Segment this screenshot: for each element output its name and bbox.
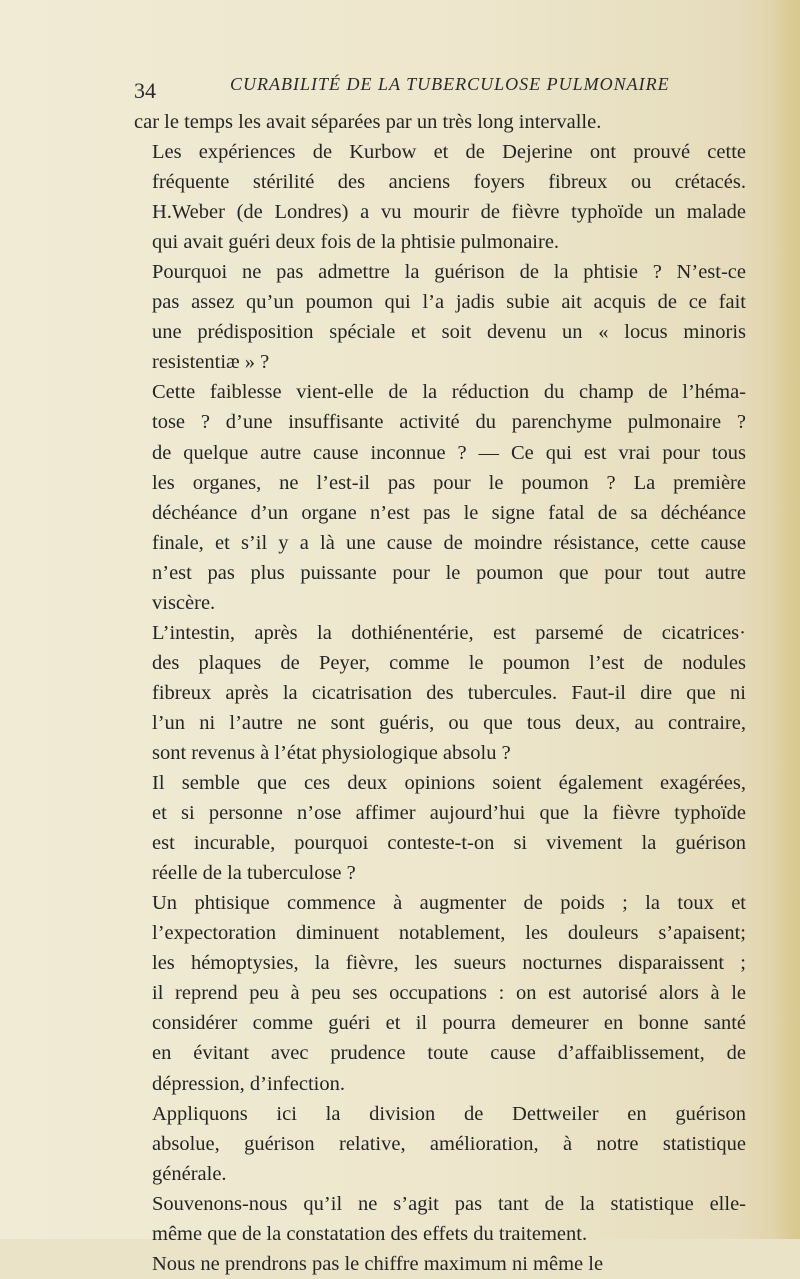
page-header xyxy=(134,74,744,104)
text-line: Appliquons ici la division de Dettweiler en guérison xyxy=(152,1102,746,1125)
text-line: Les expériences de Kurbow et de Dejerine ont prouvé cette xyxy=(152,141,746,164)
text-line: considérer comme guéri et il pourra demeurer en bonne santé xyxy=(152,1012,746,1035)
text-line: sont revenus à l’état physiologique absolu ? xyxy=(152,741,511,764)
running-title: CURABILITÉ DE LA TUBERCULOSE PULMONAIRE xyxy=(230,74,670,94)
text-line: absolue, guérison relative, amélioration, à notre statistique xyxy=(152,1132,746,1155)
paragraph xyxy=(134,107,746,137)
paragraph xyxy=(134,768,746,888)
text-line: les hémoptysies, la fièvre, les sueurs nocturnes disparaissent ; xyxy=(152,952,746,975)
text-line: de quelque autre cause inconnue ? — Ce qui est vrai pour tous xyxy=(152,441,746,464)
text-line: Un phtisique commence à augmenter de poids ; la toux et xyxy=(152,892,746,915)
paragraph xyxy=(134,618,746,768)
text-line: resistentiæ » ? xyxy=(152,351,270,374)
text-line: même que de la constatation des effets du traitement. xyxy=(152,1222,588,1245)
text-line: et si personne n’ose affimer aujourd’hui que la fièvre typhoïde xyxy=(152,802,746,825)
paragraph xyxy=(134,1189,746,1249)
body-text xyxy=(134,107,746,1279)
text-line: une prédisposition spéciale et soit devenu un « locus minoris xyxy=(152,321,746,344)
text-line: tose ? d’une insuffisante activité du parenchyme pulmonaire ? xyxy=(152,411,746,434)
text-line: Cette faiblesse vient-elle de la réduction du champ de l’héma- xyxy=(152,381,746,404)
paragraph xyxy=(134,1099,746,1189)
text-line: pas assez qu’un poumon qui l’a jadis subie ait acquis de ce fait xyxy=(152,291,746,314)
text-line: H.Weber (de Londres) a vu mourir de fièvre typhoïde un malade xyxy=(152,201,746,224)
text-line: fréquente stérilité des anciens foyers fibreux ou crétacés. xyxy=(152,171,746,194)
text-line: viscère. xyxy=(152,591,216,614)
text-line: déchéance d’un organe n’est pas le signe fatal de sa déchéance xyxy=(152,501,746,524)
page-edge-shading xyxy=(774,0,800,1239)
text-line: les organes, ne l’est-il pas pour le poumon ? La première xyxy=(152,471,746,494)
text-line: car le temps les avait séparées par un très long intervalle. xyxy=(134,111,602,133)
text-line: réelle de la tuberculose ? xyxy=(152,862,356,885)
text-line: Pourquoi ne pas admettre la guérison de la phtisie ? N’est-ce xyxy=(152,261,746,284)
paragraph xyxy=(134,888,746,1098)
paragraph xyxy=(134,137,746,257)
text-line: qui avait guéri deux fois de la phtisie pulmonaire. xyxy=(152,231,560,254)
text-line: Il semble que ces deux opinions soient également exagérées, xyxy=(152,772,746,795)
text-line: fibreux après la cicatrisation des tubercules. Faut-il dire que ni xyxy=(152,681,746,704)
text-line: finale, et s’il y a là une cause de moindre résistance, cette cause xyxy=(152,531,746,554)
text-line: L’intestin, après la dothiénentérie, est parsemé de cicatrices· xyxy=(152,621,746,644)
text-line: Souvenons-nous qu’il ne s’agit pas tant de la statistique elle- xyxy=(152,1192,746,1215)
text-line: est incurable, pourquoi conteste-t-on si vivement la guérison xyxy=(152,832,746,855)
text-line: Nous ne prendrons pas le chiffre maximum ni même le xyxy=(152,1252,604,1275)
text-line: en évitant avec prudence toute cause d’affaiblissement, de xyxy=(152,1042,746,1065)
text-line: n’est pas plus puissante pour le poumon que pour tout autre xyxy=(152,561,746,584)
page-number: 34 xyxy=(134,78,156,103)
text-line: des plaques de Peyer, comme le poumon l’est de nodules xyxy=(152,651,746,674)
paragraph xyxy=(134,257,746,377)
paragraph xyxy=(134,377,746,617)
paragraph xyxy=(134,1249,746,1279)
text-line: générale. xyxy=(152,1162,227,1185)
text-line: il reprend peu à peu ses occupations : on est autorisé alors à le xyxy=(152,982,746,1005)
text-line: l’un ni l’autre ne sont guéris, ou que tous deux, au contraire, xyxy=(152,711,746,734)
text-line: l’expectoration diminuent notablement, les douleurs s’apaisent; xyxy=(152,922,746,945)
text-line: dépression, d’infection. xyxy=(152,1072,345,1095)
